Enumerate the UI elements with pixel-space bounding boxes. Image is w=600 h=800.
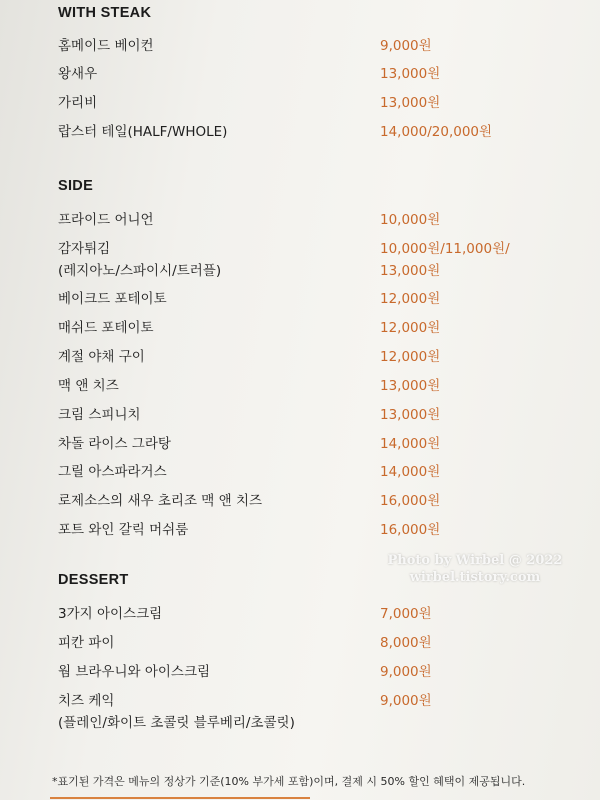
item-name: 웜 브라우니와 아이스크림: [58, 664, 211, 680]
section-title-with-steak: WITH STEAK: [58, 5, 152, 21]
item-price: 12,000원: [380, 291, 441, 307]
item-name-options: (레지아노/스파이시/트러플): [58, 263, 222, 279]
accent-rule: [50, 797, 310, 799]
item-price: 14,000/20,000원: [380, 124, 493, 140]
item-name: 매쉬드 포테이토: [58, 320, 154, 336]
item-name: 맥 앤 치즈: [58, 378, 119, 394]
item-price: 8,000원: [380, 635, 432, 651]
item-price: 13,000원: [380, 66, 441, 82]
item-name: 치즈 케익: [58, 693, 115, 709]
item-price: 10,000원: [380, 212, 441, 228]
item-name: 피칸 파이: [58, 635, 115, 651]
item-name: 감자튀김: [58, 241, 111, 257]
item-price: 14,000원: [380, 464, 441, 480]
item-name: 홈메이드 베이컨: [58, 38, 154, 54]
price-footnote: *표기된 가격은 메뉴의 정상가 기준(10% 부가세 포함)이며, 결제 시 50% 할인 혜택이 제공됩니다.: [52, 775, 526, 788]
item-price: 13,000원: [380, 407, 441, 423]
item-price: 13,000원: [380, 378, 441, 394]
item-price: 7,000원: [380, 606, 432, 622]
item-name: 크림 스피니치: [58, 407, 141, 423]
item-name: 3가지 아이스크림: [58, 606, 163, 622]
item-name-options: (플레인/화이트 초콜릿 블루베리/초콜릿): [58, 715, 295, 731]
item-price: 12,000원: [380, 349, 441, 365]
section-title-dessert: DESSERT: [58, 572, 129, 588]
item-price-cont: 13,000원: [380, 263, 441, 279]
watermark-line-1: Photo by Wirbel @ 2022: [387, 553, 563, 568]
photo-watermark: [360, 552, 590, 586]
item-price: 9,000원: [380, 38, 432, 54]
item-name: 계절 야채 구이: [58, 349, 145, 365]
item-price: 9,000원: [380, 693, 432, 709]
item-name: 가리비: [58, 95, 98, 111]
watermark-line-2: wirbel.tistory.com: [409, 570, 541, 585]
item-name: 프라이드 어니언: [58, 212, 154, 228]
item-price: 14,000원: [380, 436, 441, 452]
item-name: 랍스터 테일(HALF/WHOLE): [58, 124, 228, 140]
section-title-side: SIDE: [58, 178, 94, 194]
item-name: 로제소스의 새우 초리조 맥 앤 치즈: [58, 493, 263, 509]
item-name: 포트 와인 갈릭 머쉬룸: [58, 522, 189, 538]
item-price: 9,000원: [380, 664, 432, 680]
item-price: 16,000원: [380, 522, 441, 538]
item-name: 그릴 아스파라거스: [58, 464, 167, 480]
item-name: 왕새우: [58, 66, 98, 82]
item-price: 10,000원/11,000원/: [380, 241, 510, 257]
item-price: 12,000원: [380, 320, 441, 336]
item-name: 차돌 라이스 그라탕: [58, 436, 171, 452]
item-price: 16,000원: [380, 493, 441, 509]
item-name: 베이크드 포테이토: [58, 291, 167, 307]
item-price: 13,000원: [380, 95, 441, 111]
